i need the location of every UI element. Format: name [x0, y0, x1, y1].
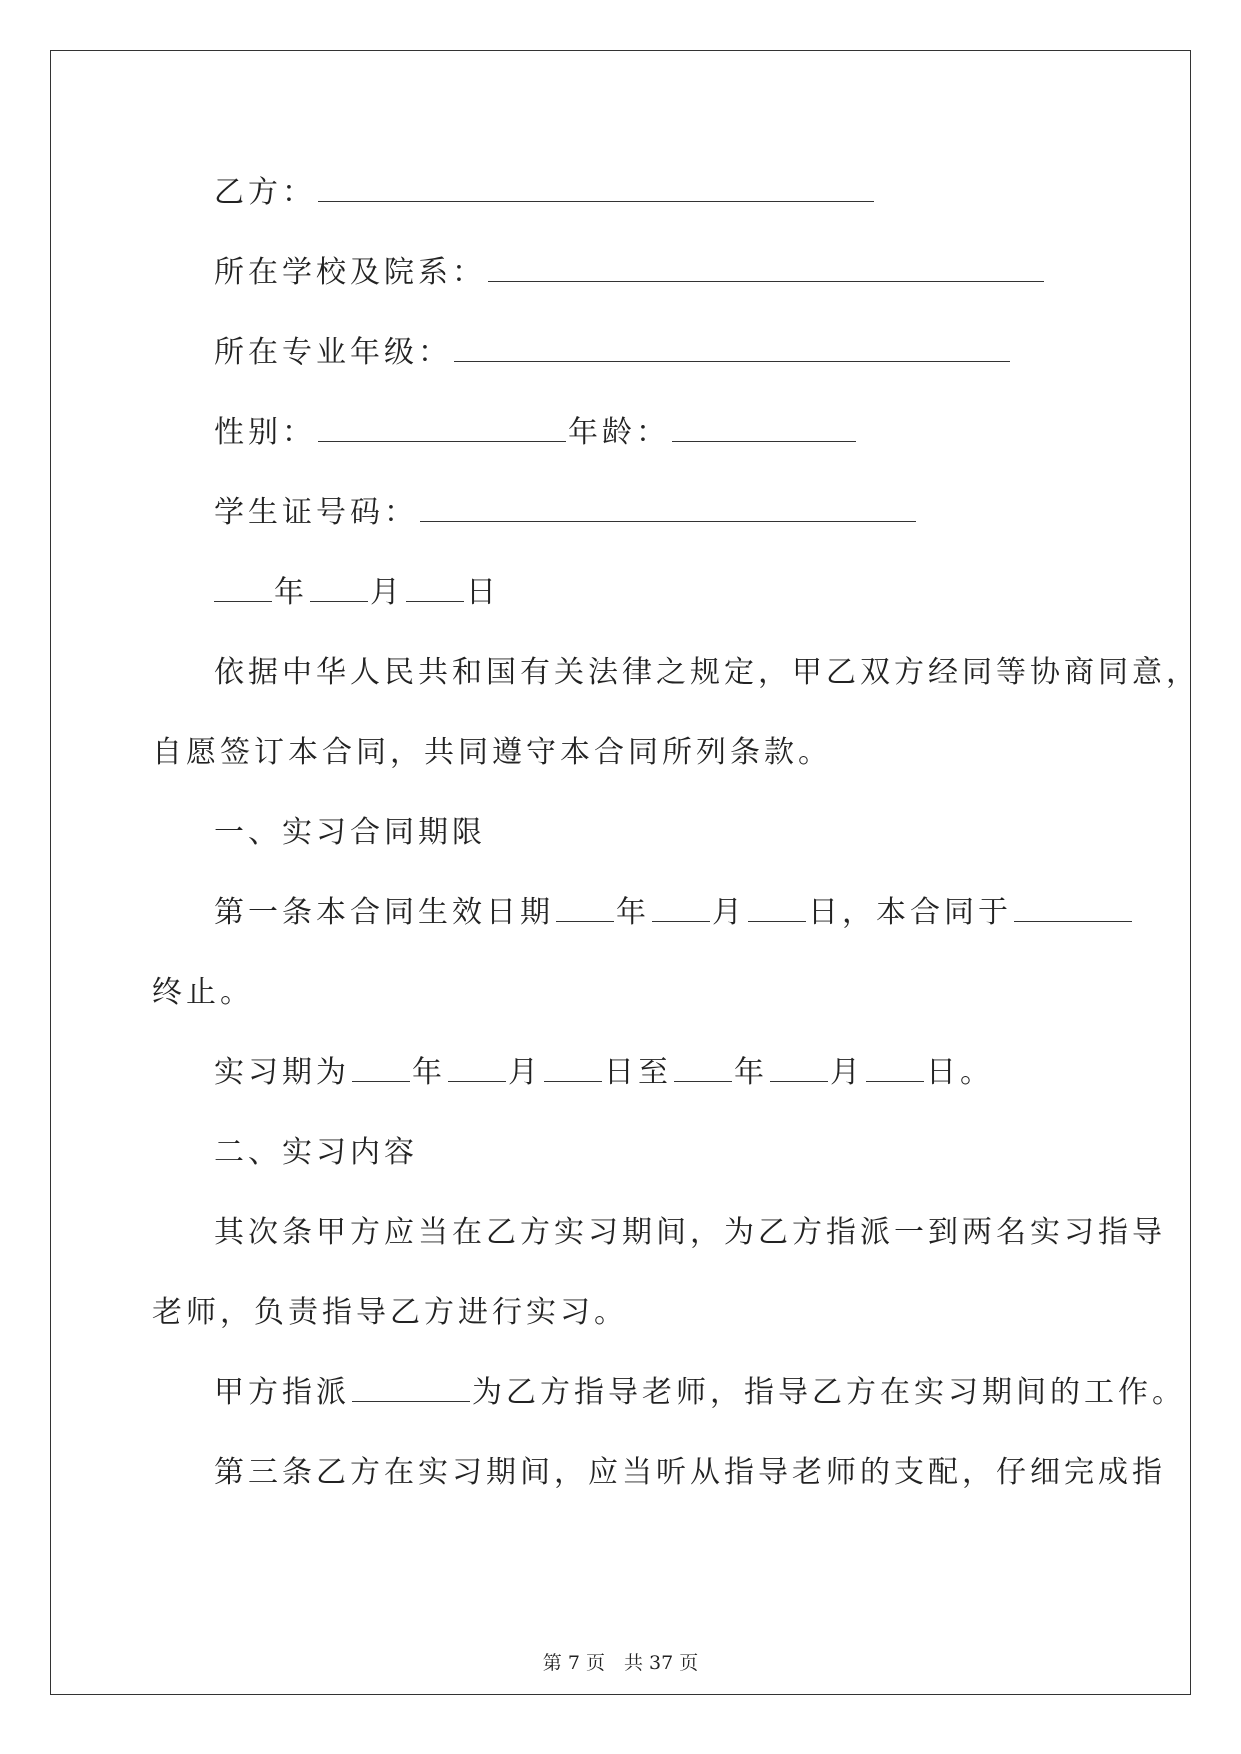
section-heading: 二、实习内容 [214, 1135, 418, 1170]
article-one [214, 893, 1134, 933]
text-segment: 日。 [926, 1055, 994, 1090]
date-year: 年 [274, 575, 308, 610]
blank-line [318, 415, 566, 442]
field-label: 年龄： [568, 415, 670, 450]
text-segment: 年 [616, 895, 650, 930]
blank-line [420, 495, 916, 522]
text-segment: 甲方指派 [214, 1375, 350, 1410]
field-gender-age [214, 413, 858, 453]
field-label: 乙方： [214, 175, 316, 210]
blank-line [544, 1055, 602, 1082]
blank-line [352, 1375, 470, 1402]
text-segment: 年 [412, 1055, 446, 1090]
field-party-b [214, 173, 876, 213]
field-student-id [214, 493, 918, 533]
blank-line [770, 1055, 828, 1082]
date-day: 日 [466, 575, 500, 610]
text-segment: 月 [830, 1055, 864, 1090]
field-label: 性别： [214, 415, 316, 450]
text-segment: 日，本合同于 [808, 895, 1012, 930]
text-segment: 为乙方指导老师，指导乙方在实习期间的工作。 [472, 1375, 1186, 1410]
paragraph-line: 老师，负责指导乙方进行实习。 [152, 1295, 628, 1330]
blank-line [352, 1055, 410, 1082]
paragraph-line: 依据中华人民共和国有关法律之规定，甲乙双方经同等协商同意， [214, 655, 1200, 690]
field-label: 所在专业年级： [214, 335, 452, 370]
section-heading: 一、实习合同期限 [214, 815, 486, 850]
date-month: 月 [370, 575, 404, 610]
paragraph-line: 第三条乙方在实习期间，应当听从指导老师的支配，仔细完成指 [214, 1455, 1166, 1490]
text-segment: 实习期为 [214, 1055, 350, 1090]
blank-line [310, 575, 368, 602]
page-footer: 第 7 页 共 37 页 [542, 1652, 699, 1674]
blank-line [556, 895, 614, 922]
blank-line [652, 895, 710, 922]
field-label: 所在学校及院系： [214, 255, 486, 290]
paragraph-line: 终止。 [152, 975, 254, 1010]
blank-line [1014, 895, 1132, 922]
field-label: 学生证号码： [214, 495, 418, 530]
blank-line [406, 575, 464, 602]
date-line [214, 573, 500, 613]
paragraph-line: 自愿签订本合同，共同遵守本合同所列条款。 [152, 735, 832, 770]
blank-line [488, 255, 1044, 282]
text-segment: 日至 [604, 1055, 672, 1090]
text-segment: 月 [508, 1055, 542, 1090]
blank-line [318, 175, 874, 202]
blank-line [448, 1055, 506, 1082]
blank-line [748, 895, 806, 922]
blank-line [674, 1055, 732, 1082]
blank-line [214, 575, 272, 602]
field-school [214, 253, 1046, 293]
internship-period [214, 1053, 994, 1093]
text-segment: 年 [734, 1055, 768, 1090]
text-segment: 第一条本合同生效日期 [214, 895, 554, 930]
field-major-grade [214, 333, 1012, 373]
paragraph-line: 其次条甲方应当在乙方实习期间，为乙方指派一到两名实习指导 [214, 1215, 1166, 1250]
text-segment: 月 [712, 895, 746, 930]
blank-line [454, 335, 1010, 362]
blank-line [866, 1055, 924, 1082]
page-frame [50, 50, 1191, 1695]
blank-line [672, 415, 856, 442]
supervisor-assignment [214, 1373, 1186, 1413]
